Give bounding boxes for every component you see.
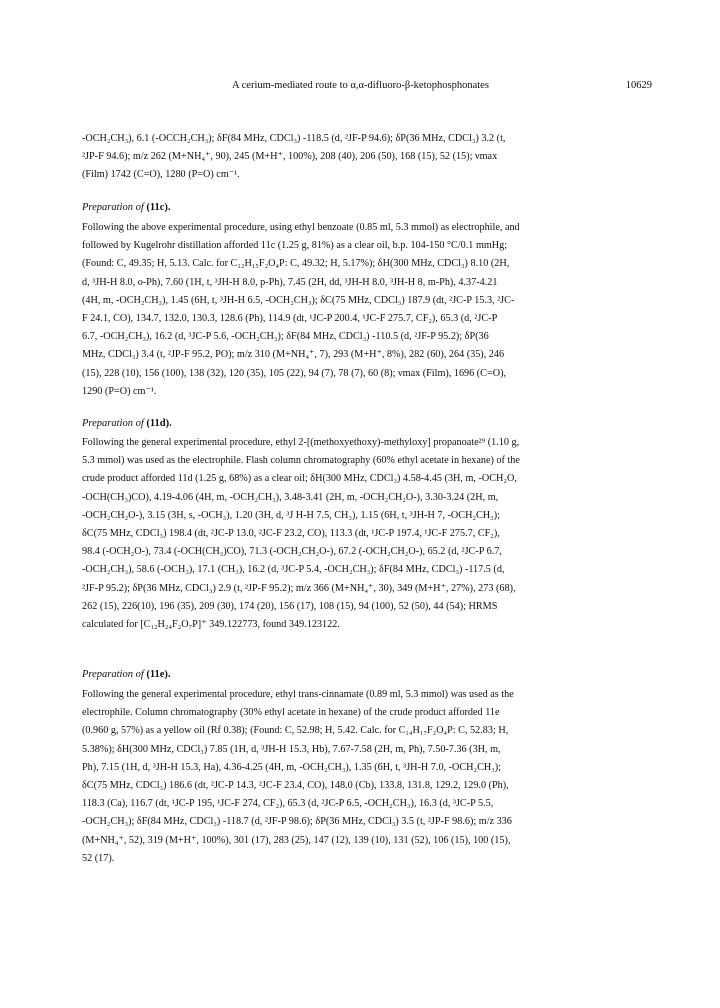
text-line: (4H, m, -OCH₂CH₃), 1.45 (6H, t, ³JH-H 6.5, -OCH₂CH₃); δC(75 MHz, CDCl₃) 187.9 (dt, ²JC-P 15.3, ²JC- bbox=[82, 294, 515, 306]
text-line: ²JP-F 94.6); m/z 262 (M+NH₄⁺, 90), 245 (M+H⁺, 100%), 208 (40), 206 (50), 168 (15), 52 (15); νmax bbox=[82, 151, 498, 163]
section-heading-11d bbox=[82, 418, 172, 429]
section-heading-11c bbox=[82, 202, 171, 213]
section-heading-11e bbox=[82, 669, 171, 680]
text-line: 262 (15), 226(10), 196 (35), 209 (30), 174 (20), 156 (17), 108 (15), 94 (100), 52 (50), 44 (54); HRMS bbox=[82, 600, 498, 612]
text-line: δC(75 MHz, CDCl₃) 186.6 (dt, ²JC-P 14.3, ²JC-F 23.4, CO), 148.0 (Cb), 133.8, 131.8, 129.2, 129.0 (Ph), bbox=[82, 779, 509, 791]
text-line: -OCH(CH₃)CO), 4.19-4.06 (4H, m, -OCH₂CH₃), 3.48-3.41 (2H, m, -OCH₂CH₂O-), 3.30-3.24 (2H, m, bbox=[82, 491, 499, 503]
text-line: F 24.1, CO), 134.7, 132.0, 130.3, 128.6 (Ph), 114.9 (dt, ¹JC-P 200.4, ¹JC-F 275.7, CF₂), 65.3 (d, ²JC-P bbox=[82, 312, 498, 324]
text-line: MHz, CDCl₃) 3.4 (t, ²JP-F 95.2, PO); m/z 310 (M+NH₄⁺, 7), 293 (M+H⁺, 8%), 282 (60), 264 (35), 246 bbox=[82, 349, 505, 361]
compound-11b-data-continued bbox=[82, 130, 652, 185]
text-line: 6.7, -OCH₂CH₃), 16.2 (d, ³JC-P 5.6, -OCH₂CH₃); δF(84 MHz, CDCl₃) -110.5 (d, ²JF-P 95.2); δP(36 bbox=[82, 331, 489, 343]
text-line: 5.3 mmol) was used as the electrophile. Flash column chromatography (60% ethyl acetate in hexane) of the bbox=[82, 455, 520, 467]
text-line: electrophile. Column chromatography (30% ethyl acetate in hexane) of the crude product afforded 11e bbox=[82, 707, 500, 719]
heading-prefix: Preparation of bbox=[82, 669, 144, 680]
heading-compound: (11e). bbox=[146, 669, 171, 680]
text-line: (15), 228 (10), 156 (100), 138 (32), 120 (35), 105 (22), 94 (7), 78 (7), 60 (8); νmax (Film), 1696 (C=O), bbox=[82, 367, 507, 379]
text-line: (0.960 g, 57%) as a yellow oil (Rf 0.38); (Found: C, 52.98; H, 5.42. Calc. for C₁₄H₁₇F₂O₄P: C, 52.83; H, bbox=[82, 725, 509, 737]
text-line: -OCH₂CH₂O-), 3.15 (3H, s, -OCH₃), 1.20 (3H, d, ³J H-H 7.5, CH₃), 1.15 (6H, t, ³JH-H 7, -OCH₂CH₃); bbox=[82, 509, 500, 521]
text-line: calculated for [C₁₂H₂₄F₂O₇P]⁺ 349.122773, found 349.123122. bbox=[82, 618, 340, 630]
text-line: -OCH₂CH₃), 58.6 (-OCH₃), 17.1 (CH₃), 16.2 (d, ³JC-P 5.4, -OCH₂CH₃); δF(84 MHz, CDCl₃) -117.5 (d, bbox=[82, 564, 505, 576]
heading-compound: (11c). bbox=[146, 202, 171, 213]
text-line: Following the general experimental procedure, ethyl trans-cinnamate (0.89 ml, 5.3 mmol) was used as the bbox=[82, 689, 514, 700]
heading-compound: (11d). bbox=[146, 418, 172, 429]
section-body-11c bbox=[82, 219, 652, 401]
text-line: Following the above experimental procedure, using ethyl benzoate (0.85 ml, 5.3 mmol) as electrophile, and bbox=[82, 222, 520, 233]
page-header bbox=[82, 80, 652, 96]
text-line: 1290 (P=O) cm⁻¹. bbox=[82, 385, 157, 397]
heading-prefix: Preparation of bbox=[82, 418, 144, 429]
text-line: Ph), 7.15 (1H, d, ³JH-H 15.3, Ha), 4.36-4.25 (4H, m, -OCH₂CH₃), 1.35 (6H, t, ³JH-H 7.0, -OCH₂CH₃); bbox=[82, 761, 502, 773]
text-line: 98.4 (-OCH₂O-), 73.4 (-OCH(CH₃)CO), 71.3 (-OCH₂CH₂O-), 67.2 (-OCH₂CH₂O-), 65.2 (d, ²JC-P 6.7, bbox=[82, 546, 502, 558]
text-line: followed by Kugelrohr distillation afforded 11c (1.25 g, 81%) as a clear oil, b.p. 104-150 °C/0.1 mmHg; bbox=[82, 240, 508, 252]
text-line: (M+NH₄⁺, 52), 319 (M+H⁺, 100%), 301 (17), 283 (25), 147 (12), 139 (10), 131 (52), 106 (15), 100 (15), bbox=[82, 834, 511, 846]
section-body-11d bbox=[82, 434, 652, 634]
heading-prefix: Preparation of bbox=[82, 202, 144, 213]
text-line: 118.3 (Ca), 116.7 (dt, ¹JC-P 195, ¹JC-F 274, CF₂), 65.3 (d, ²JC-P 6.5, -OCH₂CH₃), 16.3 (d, ³JC-P 5.5, bbox=[82, 798, 494, 810]
text-line: (Film) 1742 (C=O), 1280 (P=O) cm⁻¹. bbox=[82, 169, 240, 181]
section-body-11e bbox=[82, 686, 652, 868]
text-line: crude product afforded 11d (1.25 g, 68%) as a clear oil; δH(300 MHz, CDCl₃) 4.58-4.45 (3H, m, -OCH₂O, bbox=[82, 473, 517, 485]
running-title: A cerium-mediated route to α,α-difluoro-β-ketophosphonates bbox=[232, 80, 489, 91]
text-line: d, ³JH-H 8.0, o-Ph), 7.60 (1H, t, ³JH-H 8.0, p-Ph), 7.45 (2H, dd, ³JH-H 8.0, ³JH-H 8, m-Ph), 4.37-4.21 bbox=[82, 276, 498, 288]
text-line: ²JF-P 95.2); δP(36 MHz, CDCl₃) 2.9 (t, ²JP-F 95.2); m/z 366 (M+NH₄⁺, 30), 349 (M+H⁺, 27%), 273 (68), bbox=[82, 582, 516, 594]
page-number: 10629 bbox=[625, 80, 652, 91]
text-line: 5.38%); δH(300 MHz, CDCl₃) 7.85 (1H, d, ³JH-H 15.3, Hb), 7.67-7.58 (2H, m, Ph), 7.50-7.36 (3H, m, bbox=[82, 743, 501, 755]
text-line: Following the general experimental procedure, ethyl 2-[(methoxyethoxy)-methyloxy] propanoate²⁹ (1.10 g, bbox=[82, 437, 520, 448]
text-line: -OCH₂CH₃), 6.1 (-OCCH₂CH₃); δF(84 MHz, CDCl₃) -118.5 (d, ²JF-P 94.6); δP(36 MHz, CDCl₃) 3.2 (t, bbox=[82, 133, 506, 144]
text-line: -OCH₂CH₃); δF(84 MHz, CDCl₃) -118.7 (d, ²JF-P 98.6); δP(36 MHz, CDCl₃) 3.5 (t, ²JP-F 98.6); m/z 336 bbox=[82, 816, 512, 828]
text-line: 52 (17). bbox=[82, 852, 115, 864]
text-line: (Found: C, 49.35; H, 5.13. Calc. for C₁₂H₁₅F₂O₄P: C, 49.32; H, 5.17%); δH(300 MHz, CDCl₃) 8.10 (2H, bbox=[82, 258, 510, 270]
text-line: δC(75 MHz, CDCl₃) 198.4 (dt, ²JC-P 13.0, ²JC-F 23.2, CO), 113.3 (dt, ¹JC-P 197.4, ¹JC-F 275.7, CF₂), bbox=[82, 527, 500, 539]
